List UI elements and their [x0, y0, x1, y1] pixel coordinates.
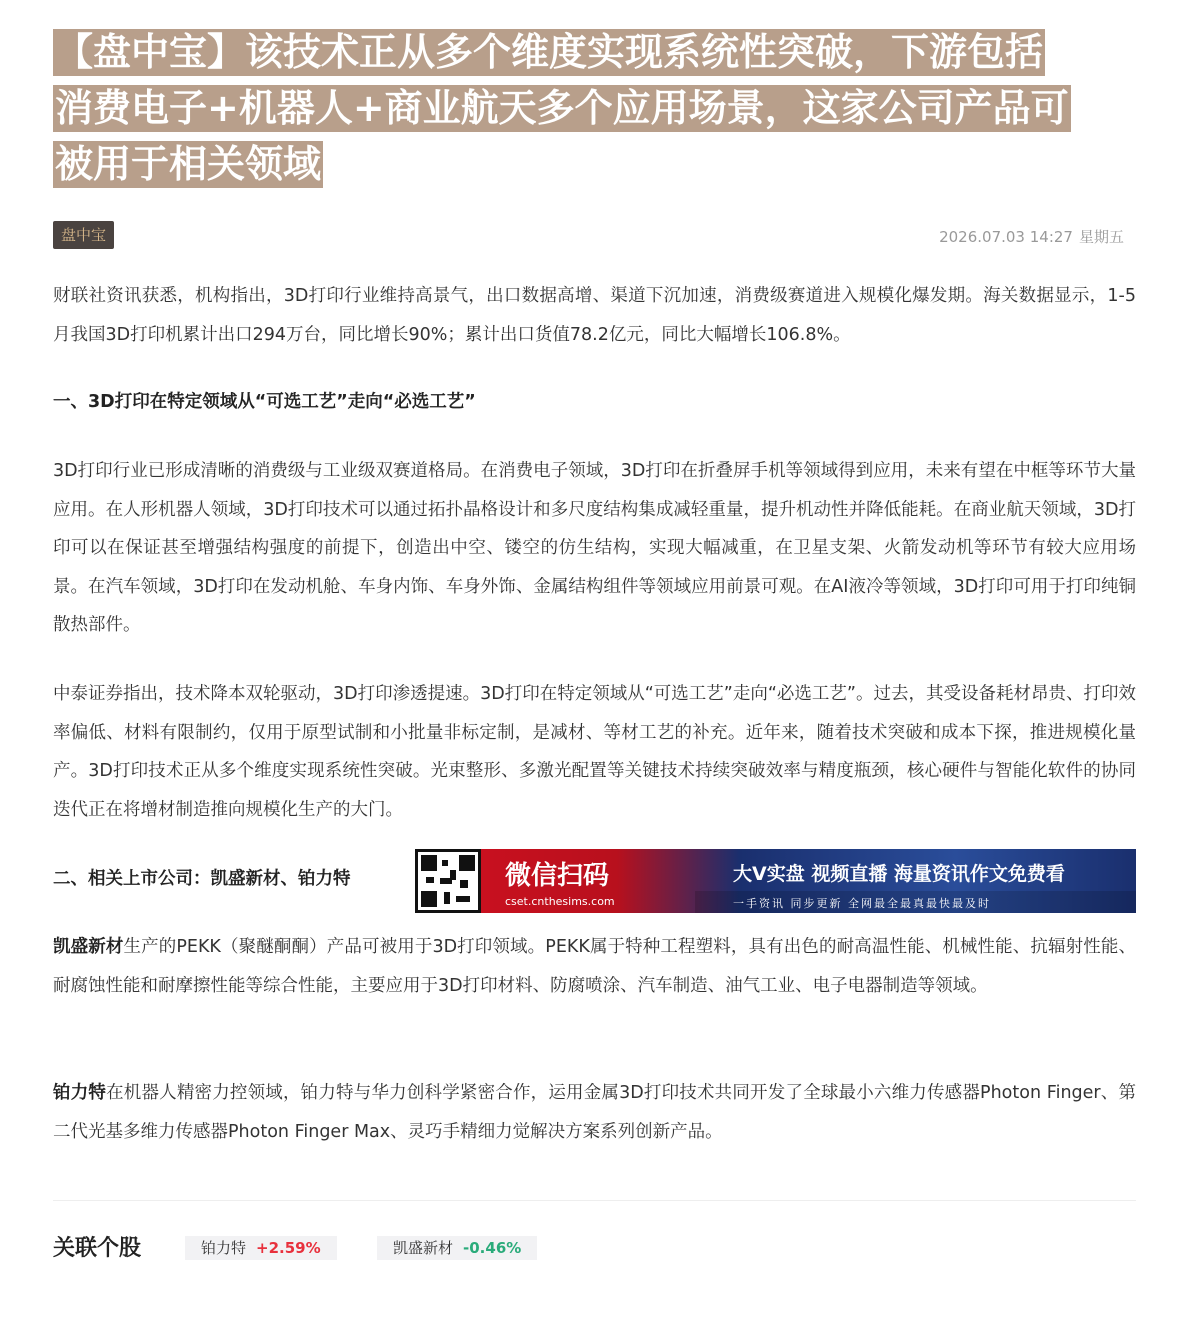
title-line: 被用于相关领域	[55, 142, 322, 186]
section-heading-1: 一、3D打印在特定领域从“可选工艺”走向“必选工艺”	[53, 392, 476, 412]
stock-change: +2.59%	[256, 1239, 321, 1257]
publish-date: 2026.07.03 14:27	[939, 228, 1073, 246]
company-description: 在机器人精密力控领域，铂力特与华力创科学紧密合作，运用金属3D打印技术共同开发了全球最小六维力传感器Photon Finger、第二代光基多维力传感器Photon Finger Max、灵巧手精细力觉解决方案系列创新产品。	[53, 1083, 1137, 1142]
stock-chip[interactable]	[377, 1236, 537, 1260]
publish-weekday: 星期五	[1078, 228, 1124, 246]
paragraph-company-2	[53, 1074, 1136, 1151]
related-stocks-title: 关联个股	[53, 1236, 142, 1261]
qr-code-icon	[415, 849, 481, 913]
paragraph-company-1	[53, 928, 1136, 1005]
wechat-qr-banner[interactable]	[415, 849, 1136, 913]
company-name-link[interactable]: 铂力特	[53, 1083, 107, 1103]
paragraph-intro: 财联社资讯获悉，机构指出，3D打印行业维持高景气，出口数据高增、渠道下沉加速，消费级赛道进入规模化爆发期。海关数据显示，1-5月我国3D打印机累计出口294万台，同比增长90%；累计出口货值78.2亿元，同比大幅增长106.8%。	[53, 286, 1136, 345]
publish-datetime	[933, 226, 1124, 247]
company-description: 生产的PEKK（聚醚酮酮）产品可被用于3D打印领域。PEKK属于特种工程塑料，具有出色的耐高温性能、机械性能、抗辐射性能、耐腐蚀性能和耐摩擦性能等综合性能，主要应用于3D打印材料、防腐喷涂、汽车制造、油气工业、电子电器制造等领域。	[53, 937, 1137, 996]
paragraph-industry: 3D打印行业已形成清晰的消费级与工业级双赛道格局。在消费电子领域，3D打印在折叠屏手机等领域得到应用，未来有望在中框等环节大量应用。在人形机器人领域，3D打印技术可以通过拓扑晶格设计和多尺度结构集成减轻重量，提升机动性并降低能耗。在商业航天领域，3D打印可以在保证甚至增强结构强度的前提下，创造出中空、镂空的仿生结构，实现大幅减重，在卫星支架、火箭发动机等环节有较大应用场景。在汽车领域，3D打印在发动机舱、车身内饰、车身外饰、金属结构组件等领域应用前景可观。在AI液冷等领域，3D打印可用于打印纯铜散热部件。	[53, 461, 1136, 636]
banner-url[interactable]: cset.cnthesims.com	[505, 895, 615, 908]
company-name-link[interactable]: 凯盛新材	[53, 937, 124, 957]
title-line: 【盘中宝】该技术正从多个维度实现系统性突破，下游包括	[55, 30, 1044, 74]
banner-tagline: 一手资讯 同步更新 全网最全最真最快最及时	[733, 897, 991, 910]
stock-chip[interactable]	[185, 1236, 337, 1260]
stock-change: -0.46%	[463, 1239, 522, 1257]
banner-slogan: 大V实盘 视频直播 海量资讯作文免费看	[733, 863, 1065, 885]
article-title	[53, 26, 1136, 194]
stock-name: 铂力特	[201, 1239, 247, 1257]
article-meta	[53, 221, 1136, 249]
banner-cta: 微信扫码	[505, 861, 610, 891]
section-heading-2: 二、相关上市公司：凯盛新材、铂力特	[53, 869, 351, 889]
title-line: 消费电子+机器人+商业航天多个应用场景，这家公司产品可	[55, 86, 1069, 130]
paragraph-broker-view: 中泰证券指出，技术降本双轮驱动，3D打印渗透提速。3D打印在特定领域从“可选工艺”走向“必选工艺”。过去，其受设备耗材昂贵、打印效率偏低、材料有限制约，仅用于原型试制和小批量非标定制，是减材、等材工艺的补充。近年来，随着技术突破和成本下探，推进规模化量产。3D打印技术正从多个维度实现系统性突破。光束整形、多激光配置等关键技术持续突破效率与精度瓶颈，核心硬件与智能化软件的协同迭代正在将增材制造推向规模化生产的大门。	[53, 684, 1136, 820]
related-stocks	[53, 1229, 1136, 1265]
source-badge[interactable]: 盘中宝	[53, 221, 114, 249]
stock-name: 凯盛新材	[393, 1239, 454, 1257]
section-divider	[53, 1200, 1136, 1201]
